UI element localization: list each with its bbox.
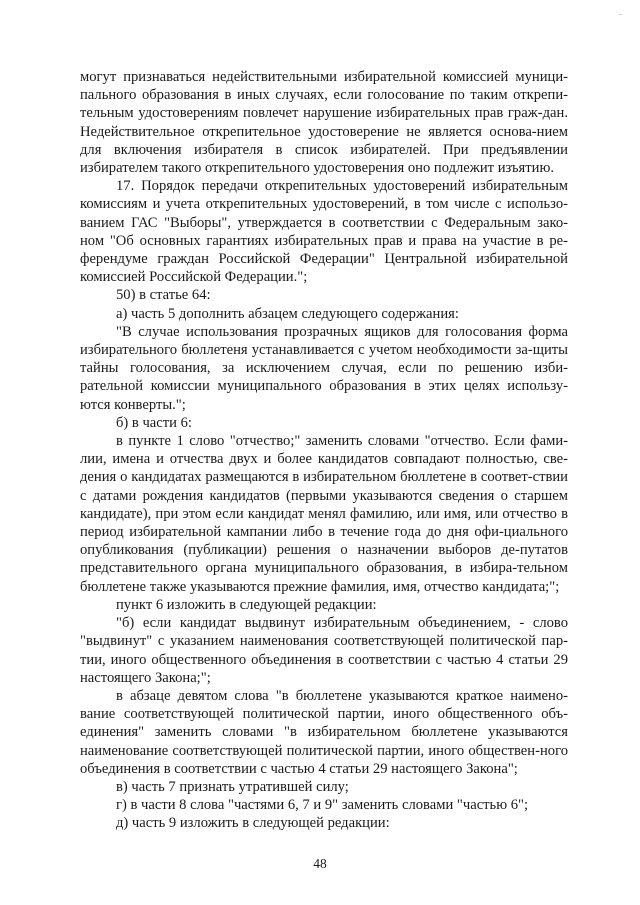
paragraph: "б) если кандидат выдвинут избирательным объединением, - слово "выдвинут" с указанием наименования соответствующей политической пар-тии, иного общественного объединения в соответствии с частью 4 статьи 29 настоящего Закона;"; bbox=[80, 615, 568, 686]
paragraph: а) часть 5 дополнить абзацем следующего содержания: bbox=[116, 305, 459, 322]
paragraph: г) в части 8 слова "частями 6, 7 и 9" заменить словами "частью 6"; bbox=[116, 797, 529, 814]
paragraph: "В случае использования прозрачных ящиков для голосования форма избирательного бюллетеня устанавливается с учетом необходимости за-щиты тайны голосования, за исключением случая, если по решению изби-рательной комиссии муниципального образования в этих целях использу-ются конверты."; bbox=[80, 323, 568, 413]
paragraph: 50) в статье 64: bbox=[116, 287, 211, 304]
paragraph: в) часть 7 признать утратившей силу; bbox=[116, 778, 349, 795]
paragraph: могут признаваться недействительными избирательной комиссией муници-пального образования в иных случаях, если голосование по таким открепи-тельным удостоверениям повлечет нарушение избирательных прав граж-дан. Недействительное открепительное удостоверение не является основа-нием для включения избирателя в список избирателей. При предъявлении избирателем такого открепительного удостоверения оно подлежит изъятию. bbox=[80, 69, 568, 177]
paragraph: д) часть 9 изложить в следующей редакции: bbox=[116, 815, 390, 832]
paragraph: 17. Порядок передачи открепительных удостоверений избирательным комиссиям и учета открепительных удостоверений, в том числе с использо-ванием ГАС "Выборы", утверждается в соответствии с Федеральным зако-ном "Об основных гарантиях избирательных прав и права на участие в ре-ферендуме граждан Российской Федерации" Центральной избирательной комиссией Российской Федерации."; bbox=[80, 178, 568, 286]
paragraph: в пункте 1 слово "отчество;" заменить словами "отчество. Если фами-лии, имена и отчества двух и более кандидатов совпадают полностью, све-дения о кандидатах размещаются в избирательном бюллетене в соответ-ствии с датами рождения кандидатов (первыми указываются сведения о старшем кандидате), при этом если кандидат менял фамилию, или имя, или отчество в период избирательной кампании либо в течение года до дня офи-циального опубликования (публикации) решения о назначении выборов де-путатов представительного органа муниципального образования, в избира-тельном бюллетене также указываются прежние фамилия, имя, отчество кандидата;"; bbox=[80, 433, 568, 595]
paragraph: б) в части 6: bbox=[116, 414, 192, 431]
scan-mark bbox=[619, 14, 622, 15]
paragraph: пункт 6 изложить в следующей редакции: bbox=[116, 596, 377, 613]
page-number: 48 bbox=[313, 856, 327, 871]
document-body bbox=[80, 68, 568, 833]
paragraph: в абзаце девятом слова "в бюллетене указываются краткое наимено-вание соответствующей политической партии, иного общественного объ-единения" заменить словами "в избирательном бюллетене указываются наименование соответствующей политической партии, иного обществен-ного объединения в соответствии с частью 4 статьи 29 настоящего Закона"; bbox=[80, 687, 568, 777]
